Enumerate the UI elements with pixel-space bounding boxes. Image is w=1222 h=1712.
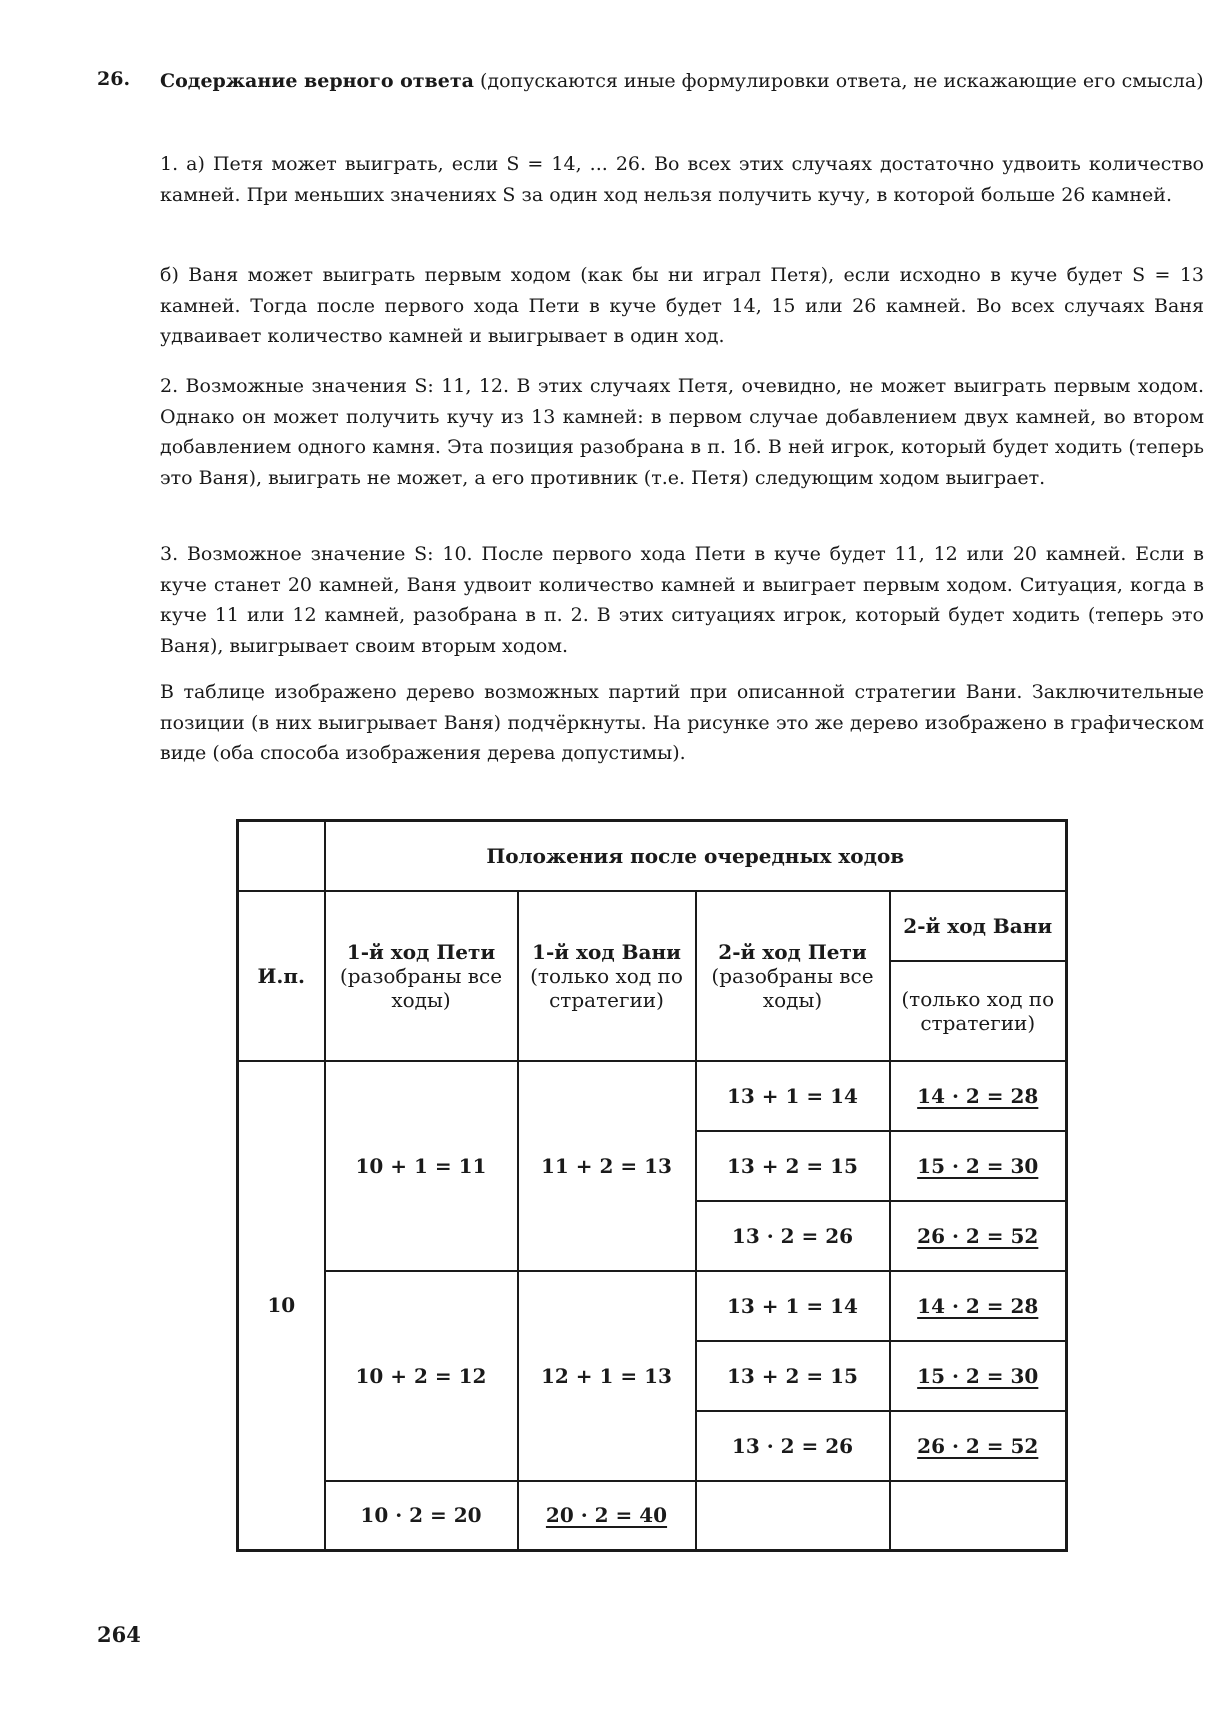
col-header-petya-2-title: 2-й ход Пети [718, 939, 867, 964]
vanya-move-2-cell [890, 1201, 1067, 1271]
table-row [238, 1271, 1067, 1341]
page-number: 264 [97, 1622, 141, 1647]
answer-heading [160, 66, 1204, 97]
table-colhdr-row [238, 891, 1067, 961]
table-row [238, 1481, 1067, 1551]
col-header-initial: И.п. [238, 891, 325, 1061]
petya-move-2-cell: 13 · 2 = 26 [696, 1201, 890, 1271]
petya-move-2-cell: 13 + 2 = 15 [696, 1131, 890, 1201]
vanya-move-1-cell [518, 1481, 696, 1551]
answer-heading-rest: (допускаются иные формулировки ответа, не искажающие его смысла) [473, 70, 1204, 92]
paragraph-1a: 1. а) Петя может выиграть, если S = 14, ... 26. Во всех этих случаях достаточно удвоить количество камней. При меньших значениях S за один ход нельзя получить кучу, в которой больше 26 камней. [160, 153, 1204, 206]
winning-move: 20 · 2 = 40 [545, 1503, 668, 1528]
col-header-vanya-2-note: (только ход по стратегии) [890, 961, 1067, 1061]
col-header-petya-1-title: 1-й ход Пети [346, 939, 496, 964]
petya-move-2-cell: 13 · 2 = 26 [696, 1411, 890, 1481]
petya-move-1-cell: 10 + 1 = 11 [325, 1061, 518, 1271]
petya-move-2-cell: 13 + 1 = 14 [696, 1271, 890, 1341]
col-header-petya-2-note: (разобраны все ходы) [711, 963, 874, 1012]
col-header-vanya-1-title: 1-й ход Вани [532, 939, 681, 964]
winning-move: 15 · 2 = 30 [917, 1153, 1039, 1178]
petya-move-2-cell: 13 + 2 = 15 [696, 1341, 890, 1411]
petya-move-1-cell: 10 + 2 = 12 [325, 1271, 518, 1481]
paragraph-table-intro: В таблице изображено дерево возможных партий при описанной стратегии Вани. Заключительные позиции (в них выигрывает Ваня) подчёркнуты. На рисунке это же дерево изображено в графическом виде (оба способа изображения дерева допустимы). [160, 681, 1204, 764]
winning-move: 26 · 2 = 52 [917, 1433, 1039, 1458]
col-header-petya-1-note: (разобраны все ходы) [339, 963, 503, 1012]
table-row [238, 1061, 1067, 1131]
winning-move: 14 · 2 = 28 [917, 1083, 1039, 1108]
col-header-vanya-1-note: (только ход по стратегии) [530, 963, 683, 1012]
answer-heading-bold: Содержание верного ответа [160, 70, 474, 92]
empty-cell [890, 1481, 1067, 1551]
vanya-move-2-cell [890, 1271, 1067, 1341]
paragraph-2: 2. Возможные значения S: 11, 12. В этих случаях Петя, очевидно, не может выиграть первым ходом. Однако он может получить кучу из 13 камней: в первом случае добавлением двух камней, во втором добавлением одного камня. Эта позиция разобрана в п. 1б. В ней игрок, который будет ходить (теперь это Ваня), выиграть не может, а его противник (т.е. Петя) следующим ходом выиграет. [160, 375, 1204, 489]
col-header-vanya-1 [518, 891, 696, 1061]
vanya-move-2-cell [890, 1061, 1067, 1131]
corner-cell [238, 821, 325, 891]
header-positions: Положения после очередных ходов [325, 821, 1067, 891]
question-number: 26. [97, 68, 131, 90]
vanya-move-1-cell: 11 + 2 = 13 [518, 1061, 696, 1271]
winning-move: 15 · 2 = 30 [917, 1363, 1039, 1388]
empty-cell [696, 1481, 890, 1551]
col-header-petya-1 [325, 891, 518, 1061]
vanya-move-2-cell [890, 1411, 1067, 1481]
vanya-move-1-cell: 12 + 1 = 13 [518, 1271, 696, 1481]
paragraph-3: 3. Возможное значение S: 10. После первого хода Пети в куче будет 11, 12 или 20 камней. Если в куче станет 20 камней, Ваня удвоит количество камней и выиграет первым ходом. Ситуация, когда в куче 11 или 12 камней, разобрана в п. 2. В этих ситуациях игрок, который будет ходить (теперь это Ваня), выигрывает своим вторым ходом. [160, 543, 1204, 657]
col-header-petya-2 [696, 891, 890, 1061]
paragraph-1b: б) Ваня может выиграть первым ходом (как бы ни играл Петя), если исходно в куче будет S = 13 камней. Тогда после первого хода Пети в куче будет 14, 15 или 26 камней. Во всех случаях Ваня удваивает количество камней и выигрывает в один ход. [160, 264, 1204, 347]
game-tree-table [236, 819, 1068, 1552]
table-header-row [238, 821, 1067, 891]
vanya-move-2-cell [890, 1131, 1067, 1201]
vanya-move-2-cell [890, 1341, 1067, 1411]
petya-move-2-cell: 13 + 1 = 14 [696, 1061, 890, 1131]
col-header-vanya-2-title: 2-й ход Вани [890, 891, 1067, 961]
initial-position-cell: 10 [238, 1061, 325, 1551]
winning-move: 26 · 2 = 52 [917, 1223, 1039, 1248]
winning-move: 14 · 2 = 28 [917, 1293, 1039, 1318]
petya-move-1-cell: 10 · 2 = 20 [325, 1481, 518, 1551]
